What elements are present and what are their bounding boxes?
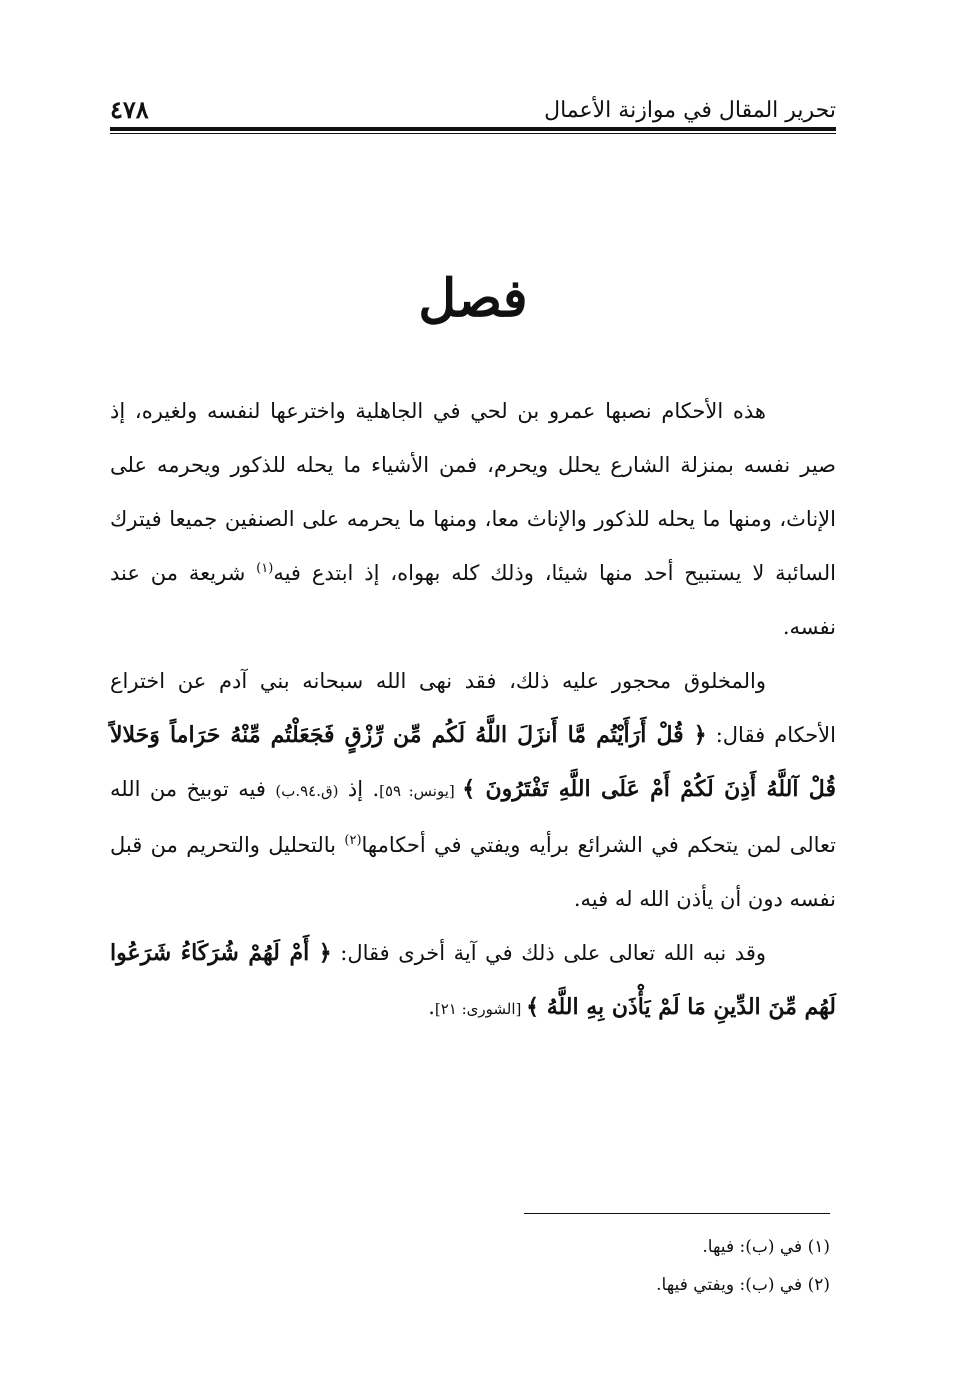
footnote-mark-2: (٢) [344, 833, 362, 848]
running-title: تحرير المقال في موازنة الأعمال [544, 98, 836, 123]
page-header [110, 84, 836, 124]
footnote-2-mark: (٢) [807, 1275, 830, 1295]
verse-reference-1: [يونس: ٥٩] [379, 782, 463, 800]
paragraph-3 [110, 926, 836, 1036]
manuscript-folio-ref: (ق.٩٤.ب) [275, 782, 339, 800]
footnote-separator [524, 1213, 830, 1214]
p1-text-end: شريعة من عند نفسه. [110, 561, 836, 639]
header-rule-thick [110, 127, 836, 131]
quran-verse-2: ﴿ أَمْ لَهُمْ شُرَكَاءُ شَرَعُوا لَهُم مِّنَ الدِّينِ مَا لَمْ يَأْذَن بِهِ اللَّهُ ﴾ [110, 940, 836, 1020]
p2-text-end: بالتحليل والتحريم من قبل نفسه دون أن يأذن الله له فيه. [110, 833, 836, 911]
quran-verse-1: ﴿ قُلْ أَرَأَيْتُم مَّا أَنزَلَ اللَّهُ لَكُم مِّن رِّزْقٍ فَجَعَلْتُم مِّنْهُ حَرَاماً وَحَلالاً قُلْ آللَّهُ أَذِنَ لَكُمْ أَمْ عَلَى اللَّهِ تَفْتَرُونَ ﴾ [110, 722, 836, 802]
footnote-mark-1: (١) [256, 561, 274, 576]
footnote-1 [110, 1228, 830, 1266]
p1-text: هذه الأحكام نصبها عمرو بن لحي في الجاهلية واخترعها لنفسه ولغيره، إذ صير نفسه بمنزلة الشارع يحلل ويحرم، فمن الأشياء ما يحله للذكور ويحرمه على الإناث، ومنها ما يحله للذكور والإناث معا، ومنها ما يحرمه على الصنفين جميعا فيترك السائبة لا يستبيح أحد منها شيئا، وذلك كله بهواه، إذ ابتدع فيه [110, 399, 836, 585]
header-rule-thin [110, 133, 836, 134]
p2-text: فيه توبيخ من الله تعالى لمن يتحكم في الشرائع برأيه ويفتي في أحكامها [110, 777, 836, 857]
section-title: فصل [418, 268, 528, 329]
p3-intro: وقد نبه الله تعالى على ذلك في آية أخرى فقال: [331, 941, 766, 965]
page-number: ٤٧٨ [110, 95, 149, 124]
verse-reference-2: [الشورى: ٢١] [434, 1000, 527, 1018]
footnote-1-mark: (١) [807, 1237, 830, 1257]
footnote-2-text: في (ب): ويفتي فيها. [656, 1275, 803, 1295]
footnotes [110, 1228, 830, 1304]
paragraph-2 [110, 654, 836, 926]
footnote-2 [110, 1266, 830, 1304]
p2-intro: والمخلوق محجور عليه ذلك، فقد نهى الله سبحانه بني آدم عن اختراع الأحكام فقال: [110, 669, 836, 747]
paragraph-1 [110, 384, 836, 654]
p3-end: . [428, 995, 435, 1019]
body-text [110, 384, 836, 1036]
p2-mid: . إذ [338, 777, 380, 801]
footnote-1-text: في (ب): فيها. [702, 1237, 803, 1257]
